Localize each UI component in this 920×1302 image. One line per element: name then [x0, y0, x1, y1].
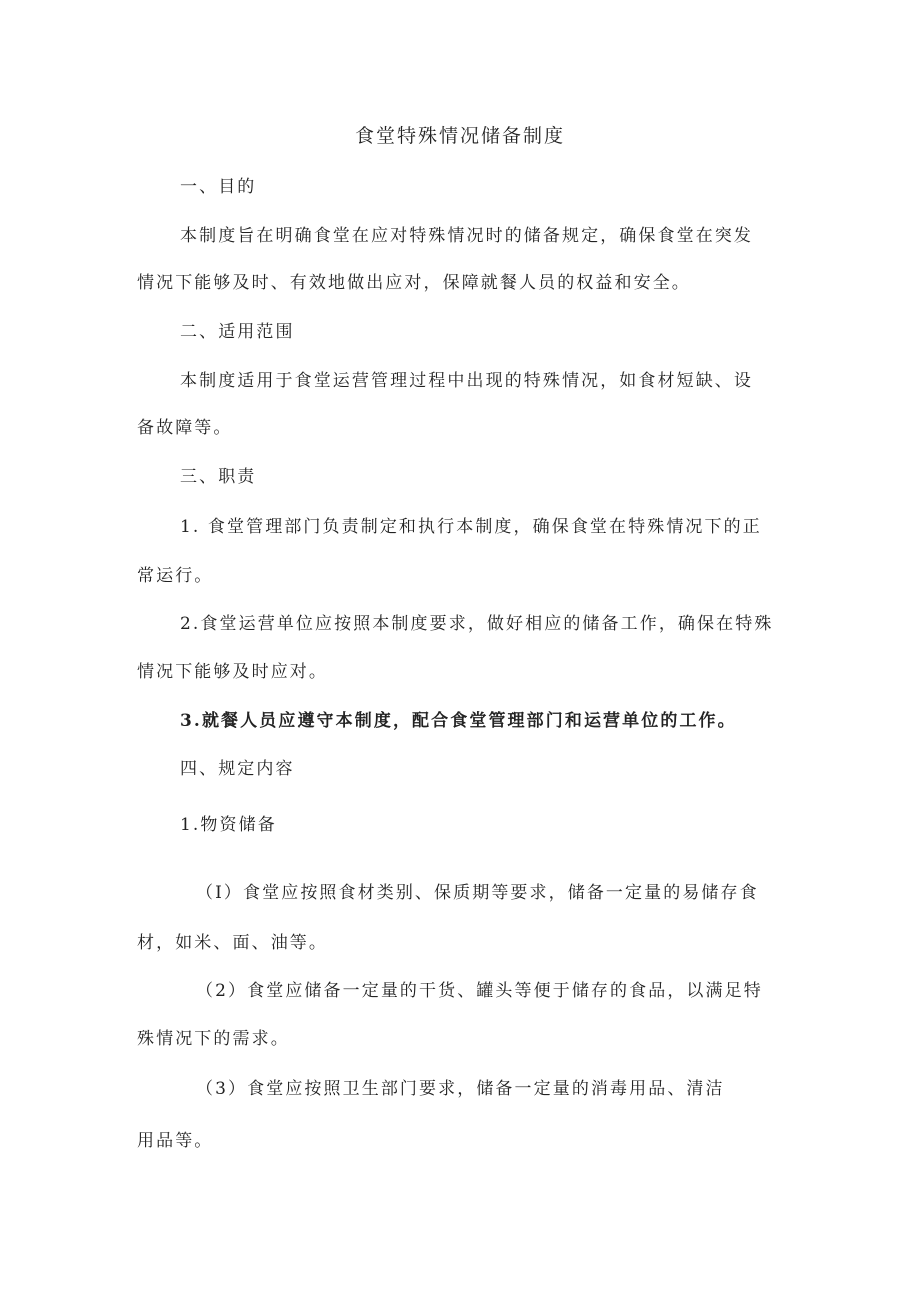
paragraph-line: （2）食堂应储备一定量的干货、罐头等便于储存的食品，以满足特 [196, 981, 763, 1001]
paragraph-line: 本制度旨在明确食堂在应对特殊情况时的储备规定，确保食堂在突发 [180, 226, 753, 246]
paragraph-line: 用品等。 [137, 1131, 214, 1151]
paragraph-line: 备故障等。 [137, 418, 233, 438]
paragraph-line: 本制度适用于食堂运营管理过程中出现的特殊情况，如食材短缺、设 [180, 371, 753, 391]
paragraph-line: 材，如米、面、油等。 [137, 933, 328, 953]
paragraph-line: 1. 食堂管理部门负责制定和执行本制度，确保食堂在特殊情况下的正 [180, 517, 762, 537]
paragraph-line: 2.食堂运营单位应按照本制度要求，做好相应的储备工作，确保在特殊 [180, 614, 774, 634]
section-heading-scope: 二、适用范围 [180, 322, 295, 342]
paragraph-line: 情况下能够及时、有效地做出应对，保障就餐人员的权益和安全。 [137, 273, 691, 293]
section-heading-purpose: 一、目的 [180, 177, 257, 197]
paragraph-line: 殊情况下的需求。 [137, 1029, 290, 1049]
paragraph-line: 情况下能够及时应对。 [137, 662, 328, 682]
paragraph-line: 3.就餐人员应遵守本制度，配合食堂管理部门和运营单位的工作。 [180, 711, 737, 731]
paragraph-line: （I）食堂应按照食材类别、保质期等要求，储备一定量的易储存食 [196, 883, 759, 903]
paragraph-line: 常运行。 [137, 566, 214, 586]
section-heading-provisions: 四、规定内容 [180, 759, 295, 779]
subsection-heading: 1.物资储备 [180, 815, 277, 835]
paragraph-line: （3）食堂应按照卫生部门要求，储备一定量的消毒用品、清洁 [196, 1079, 725, 1099]
document-title: 食堂特殊情况储备制度 [354, 125, 565, 147]
section-heading-responsibilities: 三、职责 [180, 467, 257, 487]
